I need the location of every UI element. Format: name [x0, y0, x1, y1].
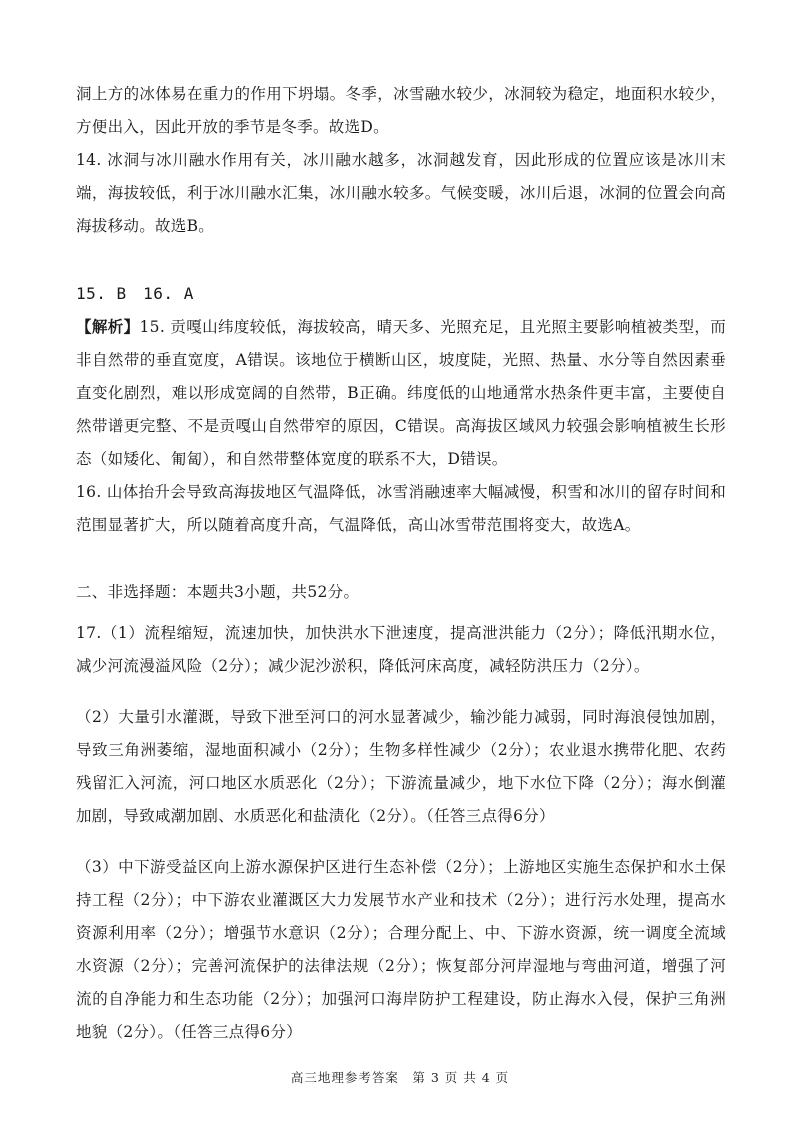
page-footer: 高三地理参考答案 第 3 页 共 4 页 — [290, 1070, 510, 1085]
q16-explanation: 16. 山体抬升会导致高海拔地区气温降低，冰雪消融速率大幅减慢，积雪和冰川的留存时间和范围显著扩大，所以随着高度升高，气温降低，高山冰雪带范围将变大，故选A。 — [76, 483, 726, 534]
q13-explanation-continued: 洞上方的冰体易在重力的作用下坍塌。冬季，冰雪融水较少，冰洞较为稳定，地面积水较少，方便出入，因此开放的季节是冬季。故选D。 — [76, 85, 726, 136]
spacer — [76, 609, 726, 617]
q15-explanation-text: 15. 贡嘎山纬度较低，海拔较高，晴天多、光照充足，且光照主要影响植被类型，而非自然带的垂直宽度，A错误。该地位于横断山区，坡度陡，光照、热量、水分等自然因素垂直变化剧烈，难以形成宽阔的自然带，B正确。纬度低的山地通常水热条件更丰富，主要使自然带谱更完整、不是贡嘎山自然带窄的原因，C错误。高海拔区域风力较强会影响植被生长形态（如矮化、匍匐），和自然带整体宽度的联系不大，D错误。 — [76, 318, 727, 468]
q15-explanation — [76, 310, 726, 476]
q14-explanation: 14. 冰洞与冰川融水作用有关，冰川融水越多，冰洞越发育，因此形成的位置应该是冰川末端，海拔较低，利于冰川融水汇集，冰川融水较多。气候变暖，冰川后退，冰洞的位置会向高海拔移动。故选B。 — [76, 151, 726, 235]
q17-part1-answer: 17.（1）流程缩短，流速加快，加快洪水下泄速度，提高泄洪能力（2分）；降低汛期水位，减少河流漫溢风险（2分）；减少泥沙淤积，降低河床高度，减轻防洪压力（2分）。 — [76, 624, 726, 675]
q17-part2-answer: （2）大量引水灌溉，导致下泄至河口的河水显著减少，输沙能力减弱，同时海浪侵蚀加剧，导致三角洲萎缩，湿地面积减小（2分）；生物多样性减少（2分）；农业退水携带化肥、农药残留汇入河流，河口地区水质恶化（2分）；下游流量减少，地下水位下降（2分）；海水倒灌加剧，导致咸潮加剧、水质恶化和盐渍化（2分）。（任答三点得6分） — [76, 708, 726, 825]
spacer — [76, 683, 726, 701]
spacer — [76, 243, 726, 277]
spacer — [76, 542, 726, 576]
section-heading: 二、非选择题：本题共3小题，共52分。 — [76, 583, 360, 601]
analysis-label: 【解析】 — [76, 317, 140, 336]
spacer — [76, 833, 726, 851]
q17-part3-answer: （3）中下游受益区向上游水源保护区进行生态补偿（2分）；上游地区实施生态保护和水土保持工程（2分）；中下游农业灌溉区大力发展节水产业和技术（2分）；进行污水处理，提高水资源利用率（2分）；增强节水意识（2分）；合理分配上、中、下游水资源，统一调度全流域水资源（2分）；完善河流保护的法律法规（2分）；恢复部分河岸湿地与弯曲河道，增强了河流的自净能力和生态功能（2分）；加强河口海岸防护工程建设，防止海水入侵，保护三角洲地貌（2分）。（任答三点得6分） — [76, 858, 726, 1041]
answer-page-body — [76, 78, 726, 1049]
q15-q16-answers: 15. B 16. A — [76, 284, 194, 303]
